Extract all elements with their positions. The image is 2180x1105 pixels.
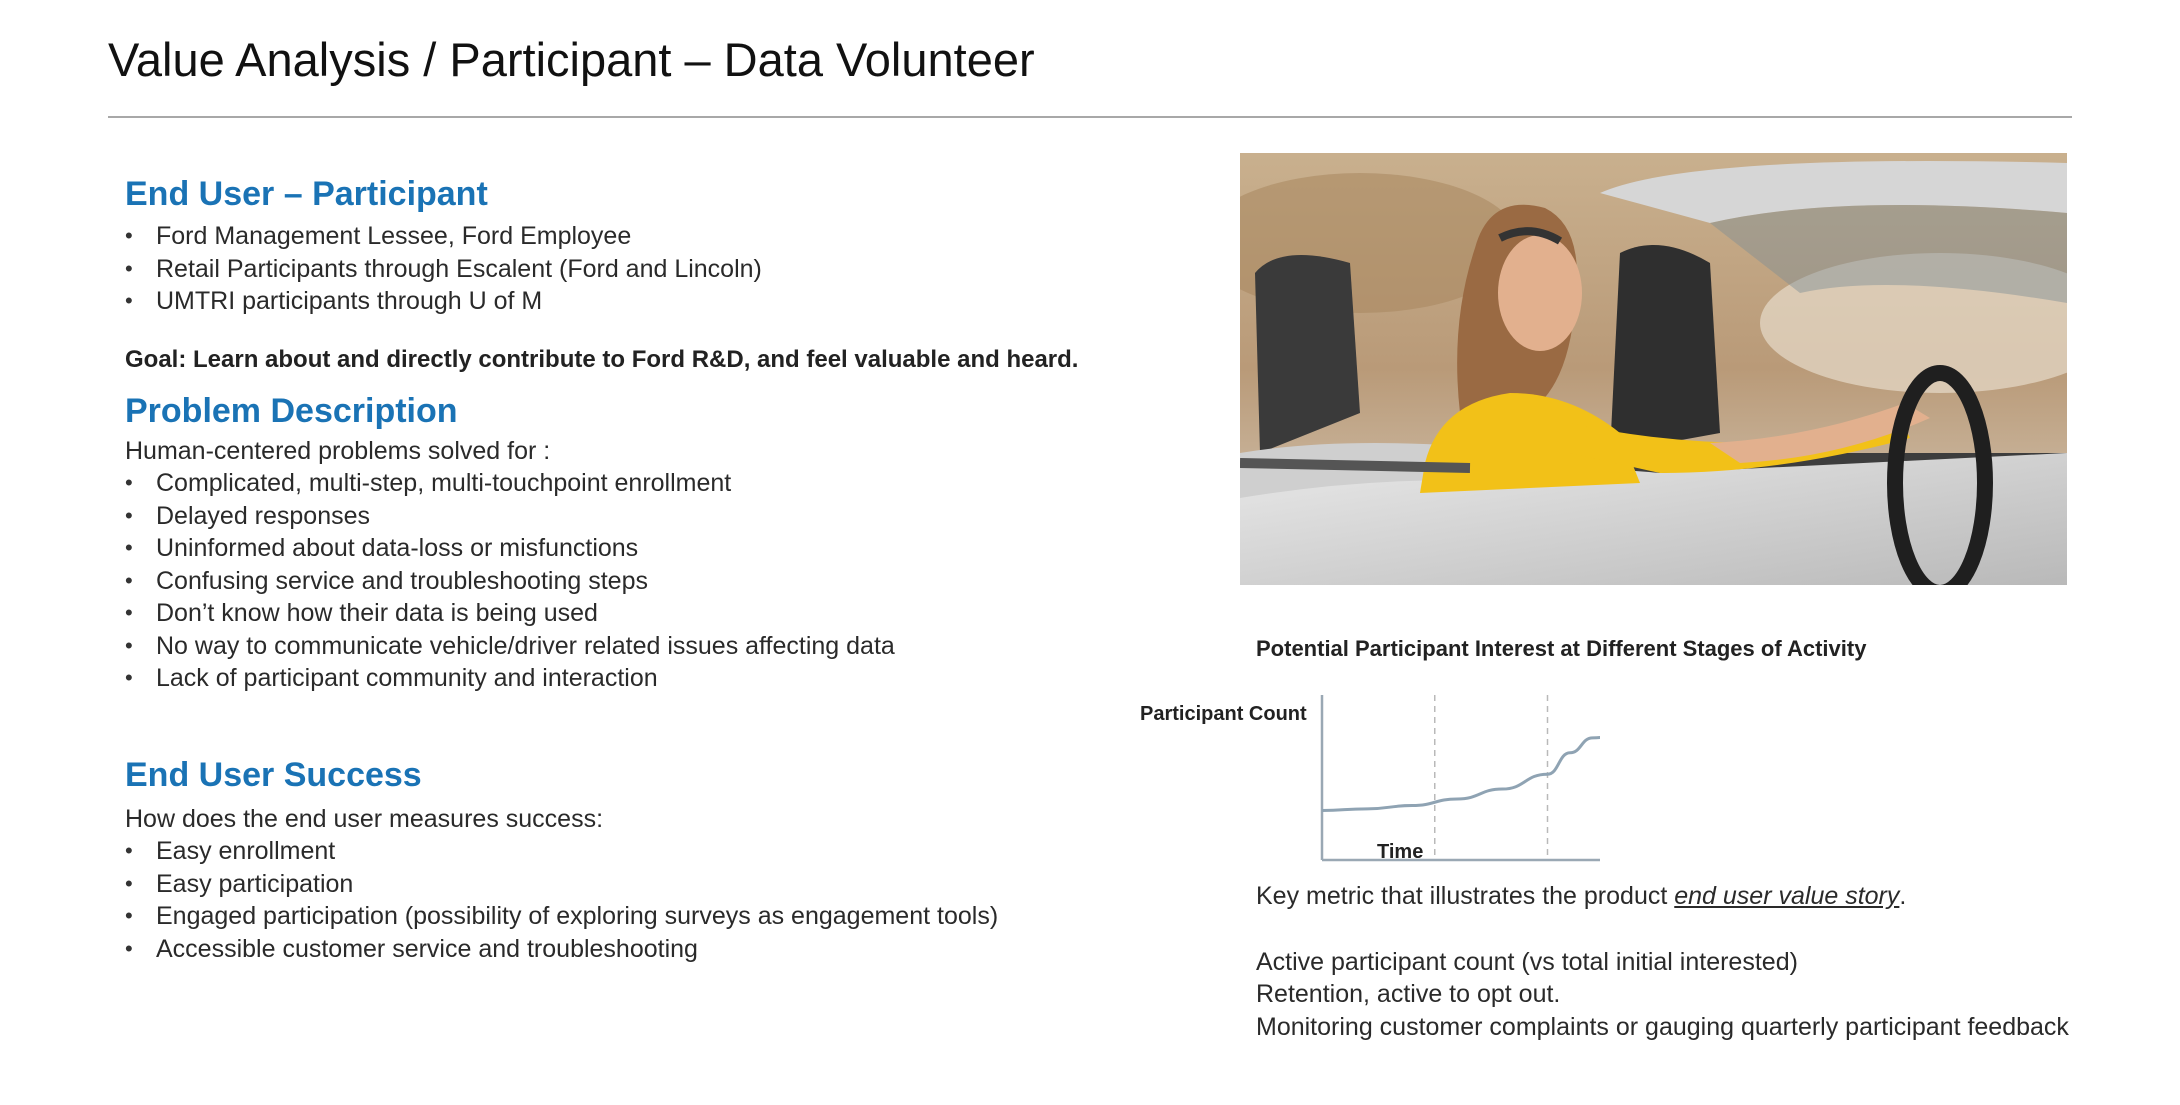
key-metric-link[interactable]: end user value story xyxy=(1674,882,1900,910)
chart-series-line xyxy=(1322,720,1600,811)
chart-xlabel: Time xyxy=(1377,841,1424,863)
key-metric-prefix: Key metric that illustrates the product xyxy=(1256,882,1675,910)
list-item: • UMTRI participants through U of M xyxy=(125,285,1125,318)
title-divider xyxy=(108,116,2072,118)
list-item: • Engaged participation (possibility of exploring surveys as engagement tools) xyxy=(125,900,1125,933)
list-item: • Confusing service and troubleshooting steps xyxy=(125,565,1125,598)
list-item: • Complicated, multi-step, multi-touchpoint enrollment xyxy=(125,467,1125,500)
key-metric-text xyxy=(1256,880,2076,913)
success-list xyxy=(125,835,1125,965)
list-item: • Easy enrollment xyxy=(125,835,1125,868)
chart-stage-dividers xyxy=(1435,695,1600,860)
success-heading: End User Success xyxy=(125,755,422,794)
list-item: • Don’t know how their data is being used xyxy=(125,597,1125,630)
problem-list xyxy=(125,467,1125,695)
chart-ylabel: Participant Count xyxy=(1140,703,1307,725)
key-metric-suffix: . xyxy=(1899,882,1907,910)
problem-intro: Human-centered problems solved for : xyxy=(125,436,551,465)
list-item: • Uninformed about data-loss or misfunctions xyxy=(125,532,1125,565)
goal-statement: Goal: Learn about and directly contribute to Ford R&D, and feel valuable and heard. xyxy=(125,345,1079,373)
left-column xyxy=(125,172,1125,965)
metric-line: Monitoring customer complaints or gauging quarterly participant feedback xyxy=(1256,1012,2069,1041)
photo-woman-driving-convertible xyxy=(1240,153,2067,585)
list-item: • Easy participation xyxy=(125,868,1125,901)
list-item: • No way to communicate vehicle/driver related issues affecting data xyxy=(125,630,1125,663)
metrics-block xyxy=(1256,880,2076,1043)
end-user-list xyxy=(125,220,1125,318)
slide-title: Value Analysis / Participant – Data Volunteer xyxy=(108,33,1035,86)
success-intro: How does the end user measures success: xyxy=(125,804,604,833)
interest-chart xyxy=(1140,680,1600,875)
chart-title: Potential Participant Interest at Different Stages of Activity xyxy=(1256,636,1867,661)
metric-line: Retention, active to opt out. xyxy=(1256,980,1561,1008)
list-item: • Accessible customer service and troubleshooting xyxy=(125,933,1125,966)
end-user-heading: End User – Participant xyxy=(125,175,488,213)
list-item: • Ford Management Lessee, Ford Employee xyxy=(125,220,1125,253)
list-item: • Retail Participants through Escalent (Ford and Lincoln) xyxy=(125,253,1125,286)
list-item: • Delayed responses xyxy=(125,500,1125,533)
problem-heading: Problem Description xyxy=(125,391,458,430)
metric-line: Active participant count (vs total initial interested) xyxy=(1256,947,1798,976)
list-item: • Lack of participant community and interaction xyxy=(125,662,1125,695)
photo-convertible-driver-icon xyxy=(1240,153,2067,585)
